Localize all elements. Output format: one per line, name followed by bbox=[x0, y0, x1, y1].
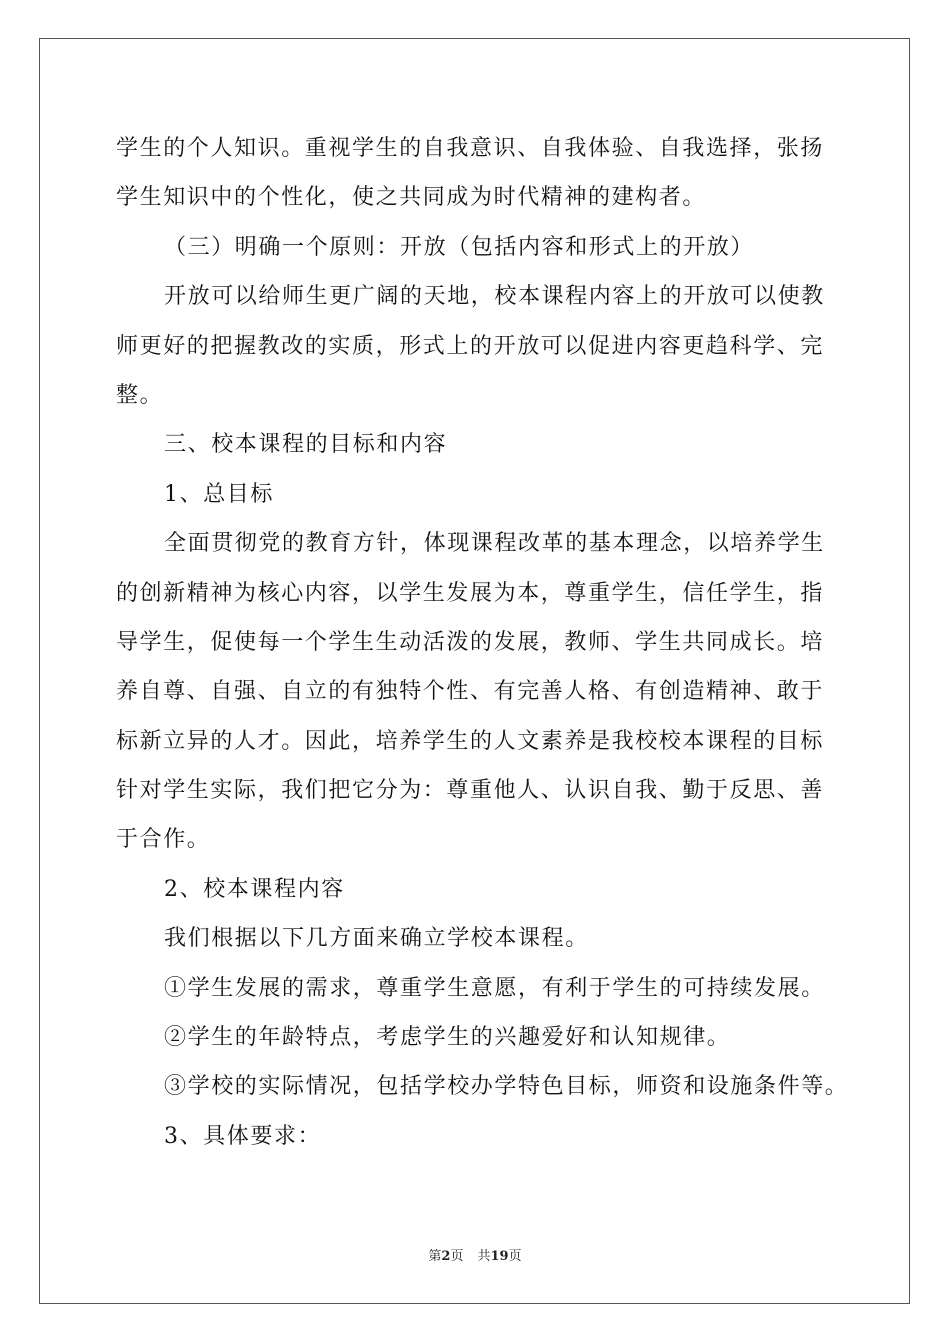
list-item: ①学生发展的需求，尊重学生意愿，有利于学生的可持续发展。 bbox=[164, 975, 825, 1001]
paragraph-line: 导学生，促使每一个学生生动活泼的发展，教师、学生共同成长。培 bbox=[116, 629, 825, 655]
paragraph-line: 全面贯彻党的教育方针，体现课程改革的基本理念，以培养学生 bbox=[164, 531, 825, 557]
paragraph-line: 学生知识中的个性化，使之共同成为时代精神的建构者。 bbox=[116, 185, 707, 211]
subsection-heading: 1、总目标 bbox=[164, 481, 274, 507]
paragraph-line: 的创新精神为核心内容，以学生发展为本，尊重学生，信任学生，指 bbox=[116, 580, 825, 606]
paragraph-line: 整。 bbox=[116, 382, 164, 408]
page-prefix: 第 bbox=[428, 1249, 442, 1264]
paragraph-line: 师更好的把握教改的实质，形式上的开放可以促进内容更趋科学、完 bbox=[116, 333, 825, 359]
list-item: ③学校的实际情况，包括学校办学特色目标，师资和设施条件等。 bbox=[164, 1074, 849, 1100]
current-page-number: 2 bbox=[441, 1249, 451, 1264]
total-suffix: 页 bbox=[508, 1249, 522, 1264]
section-heading: 三、校本课程的目标和内容 bbox=[164, 432, 448, 458]
paragraph-line: 开放可以给师生更广阔的天地，校本课程内容上的开放可以使教 bbox=[164, 284, 825, 310]
paragraph-line: 标新立异的人才。因此，培养学生的人文素养是我校校本课程的目标 bbox=[116, 728, 825, 754]
subsection-heading: 3、具体要求： bbox=[164, 1123, 322, 1149]
paragraph-line: 学生的个人知识。重视学生的自我意识、自我体验、自我选择，张扬 bbox=[116, 136, 825, 161]
subsection-heading: 2、校本课程内容 bbox=[164, 876, 345, 902]
page-footer bbox=[0, 1248, 950, 1266]
list-item: ②学生的年龄特点，考虑学生的兴趣爱好和认知规律。 bbox=[164, 1025, 731, 1051]
total-prefix: 共 bbox=[477, 1249, 491, 1264]
document-body bbox=[116, 124, 856, 1161]
total-page-number: 19 bbox=[490, 1249, 509, 1264]
paragraph-line: 于合作。 bbox=[116, 827, 211, 853]
paragraph-line: 我们根据以下几方面来确立学校本课程。 bbox=[164, 926, 589, 952]
paragraph-line: 针对学生实际，我们把它分为：尊重他人、认识自我、勤于反思、善 bbox=[116, 778, 825, 804]
page-suffix: 页 bbox=[450, 1249, 464, 1264]
paragraph-line: 养自尊、自强、自立的有独特个性、有完善人格、有创造精神、敢于 bbox=[116, 679, 825, 705]
section-heading: （三）明确一个原则：开放（包括内容和形式上的开放） bbox=[164, 234, 755, 260]
